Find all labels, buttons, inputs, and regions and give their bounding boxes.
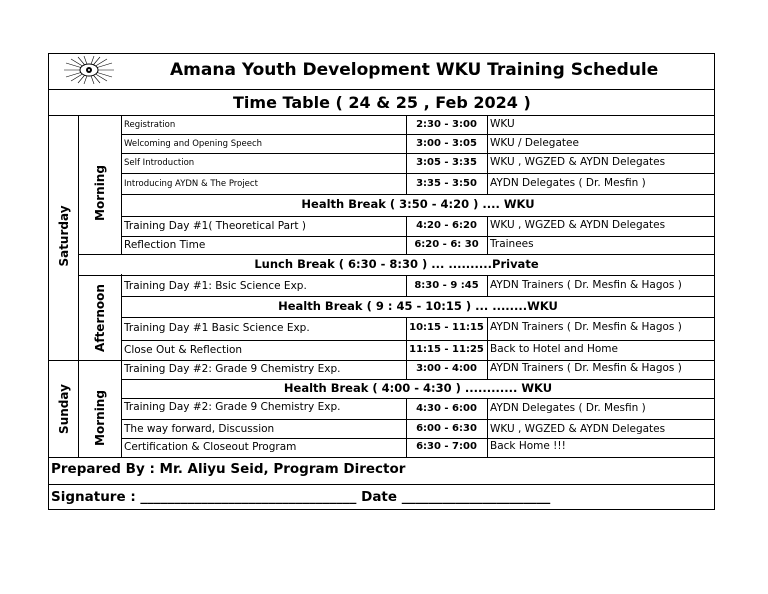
time-cell: 4:20 - 6:20 bbox=[416, 220, 477, 231]
day-label-saturday: Saturday bbox=[57, 205, 71, 267]
signature-date-line: Signature : ________________________________ Date ______________________ bbox=[51, 489, 551, 505]
responsible-cell: Trainees bbox=[490, 238, 534, 250]
time-cell: 6:00 - 6:30 bbox=[416, 423, 477, 434]
activity-cell: Training Day #1( Theoretical Part ) bbox=[124, 220, 306, 232]
activity-cell: Training Day #2: Grade 9 Chemistry Exp. bbox=[124, 363, 341, 375]
activity-cell: Reflection Time bbox=[124, 239, 206, 251]
time-cell: 2:30 - 3:00 bbox=[416, 119, 477, 130]
responsible-cell: WKU bbox=[490, 118, 515, 130]
responsible-cell: Back Home !!! bbox=[490, 440, 566, 452]
responsible-cell: AYDN Delegates ( Dr. Mesfin ) bbox=[490, 402, 646, 414]
activity-cell: Close Out & Reflection bbox=[124, 344, 243, 356]
activity-cell: Welcoming and Opening Speech bbox=[124, 139, 263, 149]
health-break-row: Health Break ( 3:50 - 4:20 ) .... WKU bbox=[301, 197, 535, 211]
lunch-break-row: Lunch Break ( 6:30 - 8:30 ) ... ..........Private bbox=[254, 257, 539, 271]
time-cell: 3:00 - 3:05 bbox=[416, 138, 477, 149]
responsible-cell: WKU , WGZED & AYDN Delegates bbox=[490, 423, 666, 435]
activity-cell: Training Day #1 Basic Science Exp. bbox=[124, 322, 310, 334]
timetable-subtitle: Time Table ( 24 & 25 , Feb 2024 ) bbox=[233, 93, 531, 112]
responsible-cell: WKU , WGZED & AYDN Delegates bbox=[490, 156, 666, 168]
time-cell: 6:30 - 7:00 bbox=[416, 441, 477, 452]
activity-cell: The way forward, Discussion bbox=[124, 423, 275, 435]
time-cell: 3:05 - 3:35 bbox=[416, 157, 477, 168]
activity-cell: Certification & Closeout Program bbox=[124, 441, 297, 453]
time-cell: 11:15 - 11:25 bbox=[409, 344, 484, 355]
activity-cell: Self Introduction bbox=[124, 158, 195, 168]
responsible-cell: WKU / Delegatee bbox=[490, 137, 579, 149]
health-break-row: Health Break ( 4:00 - 4:30 ) ............ WKU bbox=[283, 381, 553, 395]
day-label-sunday: Sunday bbox=[57, 384, 71, 434]
time-cell: 3:00 - 4:00 bbox=[416, 363, 477, 374]
responsible-cell: AYDN Delegates ( Dr. Mesfin ) bbox=[490, 177, 646, 189]
time-cell: 10:15 - 11:15 bbox=[409, 322, 484, 333]
session-label-sun-morning: Morning bbox=[93, 390, 107, 446]
time-cell: 3:35 - 3:50 bbox=[416, 178, 477, 189]
session-label-sat-afternoon: Afternoon bbox=[93, 284, 107, 352]
health-break-row: Health Break ( 9 : 45 - 10:15 ) ... ........WKU bbox=[278, 299, 558, 313]
responsible-cell: AYDN Trainers ( Dr. Mesfin & Hagos ) bbox=[490, 321, 682, 333]
responsible-cell: AYDN Trainers ( Dr. Mesfin & Hagos ) bbox=[490, 362, 682, 374]
activity-cell: Training Day #2: Grade 9 Chemistry Exp. bbox=[124, 401, 341, 413]
sunburst-logo-icon bbox=[62, 56, 116, 84]
page-title: Amana Youth Development WKU Training Schedule bbox=[170, 60, 659, 80]
time-cell: 4:30 - 6:00 bbox=[416, 403, 477, 414]
prepared-by-line: Prepared By : Mr. Aliyu Seid, Program Director bbox=[51, 461, 406, 477]
time-cell: 8:30 - 9 :45 bbox=[414, 280, 479, 291]
activity-cell: Training Day #1: Bsic Science Exp. bbox=[124, 280, 307, 292]
responsible-cell: Back to Hotel and Home bbox=[490, 343, 618, 355]
responsible-cell: AYDN Trainers ( Dr. Mesfin & Hagos ) bbox=[490, 279, 682, 291]
activity-cell: Registration bbox=[124, 120, 176, 130]
time-cell: 6:20 - 6: 30 bbox=[414, 239, 479, 250]
activity-cell: Introducing AYDN & The Project bbox=[124, 179, 258, 189]
session-label-sat-morning: Morning bbox=[93, 165, 107, 221]
responsible-cell: WKU , WGZED & AYDN Delegates bbox=[490, 219, 666, 231]
